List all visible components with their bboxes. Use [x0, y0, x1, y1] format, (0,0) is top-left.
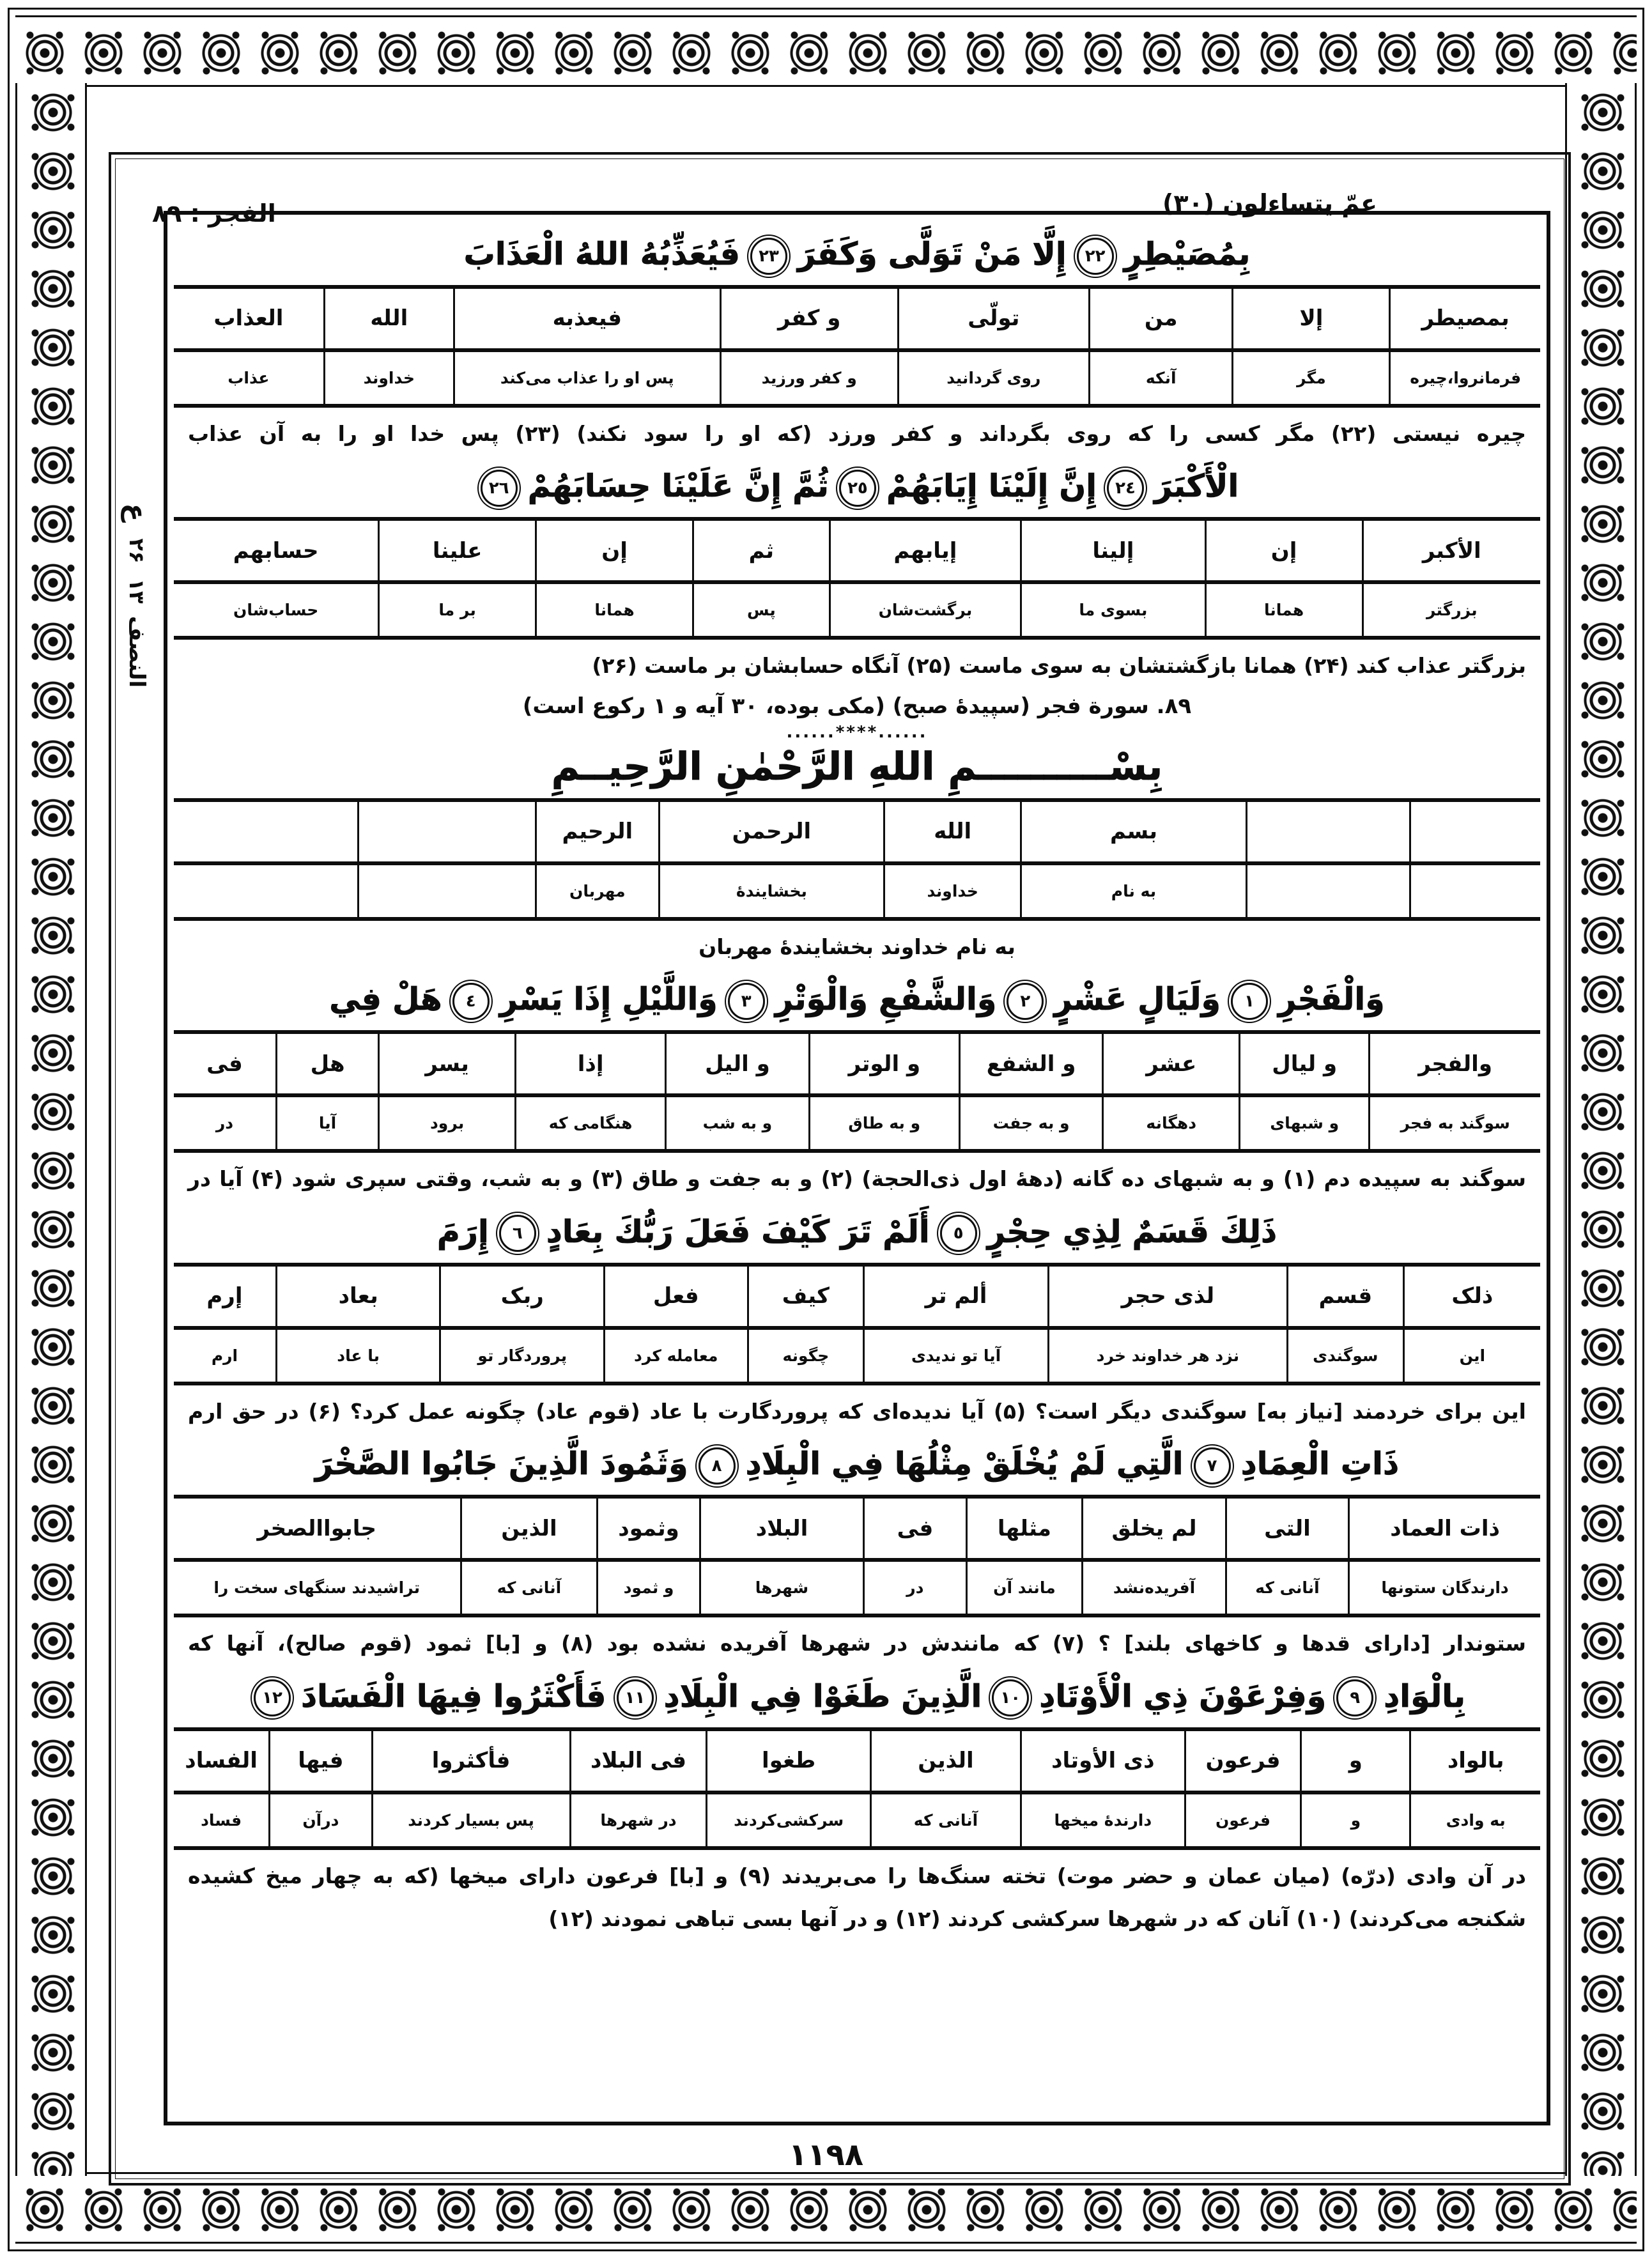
surah-page-header: الفجر : ٨٩	[152, 199, 276, 227]
arabic-word-cell: فى	[174, 1034, 276, 1095]
verse-fajr-7-8	[180, 1440, 1534, 1488]
arabic-word-cell: الأكبر	[1363, 521, 1540, 582]
section-separator: ......****......	[786, 722, 928, 742]
arabic-word-cell: و الوتر	[809, 1034, 959, 1095]
arabic-word-cell: من	[1089, 289, 1232, 350]
arabic-word-row	[174, 802, 1540, 863]
persian-word-row	[174, 1328, 1540, 1382]
words-ghashiyah-22-24	[174, 285, 1540, 408]
arabic-word-cell: و اليل	[666, 1034, 809, 1095]
words-fajr-5-6-table	[174, 1267, 1540, 1382]
words-fajr-1-4-body	[174, 1034, 1540, 1149]
ayah-number-medallion: ٩	[1336, 1679, 1373, 1716]
arabic-word-cell: طغوا	[707, 1731, 871, 1793]
verse-text: وَالْفَجْرِ	[1278, 981, 1385, 1018]
persian-word-cell: آنانی که	[461, 1560, 598, 1614]
persian-word-cell: آنانی که	[1226, 1560, 1348, 1614]
ayah-number-medallion: ٥	[940, 1215, 977, 1252]
persian-word-cell: برگشت‌شان	[830, 582, 1021, 636]
persian-word-cell: به نام	[1021, 863, 1247, 917]
arabic-word-cell: علينا	[379, 521, 536, 582]
arabic-word-cell: و ليال	[1240, 1034, 1370, 1095]
persian-word-cell	[359, 863, 536, 917]
persian-word-cell: هنگامی که	[516, 1095, 666, 1149]
words-ghashiyah-22-24-table	[174, 289, 1540, 404]
persian-word-cell: پس	[693, 582, 830, 636]
persian-word-row	[174, 863, 1540, 917]
persian-word-cell: و به طاق	[809, 1095, 959, 1149]
arabic-word-cell: الفساد	[174, 1731, 270, 1793]
verse-text: وَفِرْعَوْنَ ذِي الْأَوْتَادِ	[1039, 1677, 1327, 1715]
arabic-word-cell: الذین	[870, 1731, 1021, 1793]
verse-text: فَأَكْثَرُوا فِيهَا الْفَسَادَ	[300, 1677, 606, 1715]
persian-word-cell: فرعون	[1185, 1793, 1301, 1846]
arabic-word-cell: فيعذبه	[454, 289, 720, 350]
persian-word-cell: خداوند	[324, 350, 454, 404]
verse-fajr-9-12	[180, 1672, 1534, 1721]
persian-word-cell: حساب‌شان	[174, 582, 379, 636]
verse-fajr-1-4	[180, 975, 1534, 1024]
arabic-word-cell: ربک	[440, 1267, 605, 1328]
persian-word-cell: به وادی	[1410, 1793, 1540, 1846]
arabic-word-cell: و كفر	[720, 289, 898, 350]
arabic-word-cell: ثم	[693, 521, 830, 582]
words-bismillah	[174, 798, 1540, 921]
arabic-word-cell: لم یخلق	[1083, 1499, 1226, 1560]
verse-text: الَّتِي لَمْ يُخْلَقْ مِثْلُهَا فِي الْبِلَادِ	[745, 1446, 1184, 1483]
words-bismillah-body	[174, 802, 1540, 917]
arabic-word-cell: ألم تر	[864, 1267, 1049, 1328]
margin-mark-ruku: ع	[121, 503, 153, 522]
arabic-word-cell: تولّى	[898, 289, 1089, 350]
verse-text: بِالْوَادِ	[1384, 1677, 1466, 1715]
persian-word-cell: مانند آن	[966, 1560, 1083, 1614]
arabic-word-cell: فی البلاد	[570, 1731, 707, 1793]
persian-word-cell: در	[174, 1095, 276, 1149]
persian-word-cell: و به شب	[666, 1095, 809, 1149]
arabic-word-cell: إلينا	[1021, 521, 1206, 582]
persian-word-cell: نزد هر خداوند خرد	[1048, 1328, 1287, 1382]
persian-word-cell: سوگند به فجر	[1370, 1095, 1540, 1149]
persian-word-cell: و	[1301, 1793, 1410, 1846]
verse-text: ذَاتِ الْعِمَادِ	[1240, 1446, 1400, 1483]
verse-text: الَّذِينَ طَغَوْا فِي الْبِلَادِ	[663, 1677, 982, 1715]
persian-word-cell: مگر	[1233, 350, 1390, 404]
ayah-number-medallion: ١	[1231, 983, 1268, 1020]
fa-ghashiyah-24-26: بزرگتر عذاب کند (۲۴) همانا بازگشتشان به سوی ماست (۲۵) آنگاه حسابشان بر ماست (۲۶)	[592, 653, 1526, 679]
arabic-word-cell: العذاب	[174, 289, 324, 350]
arabic-word-row	[174, 1034, 1540, 1095]
arabic-word-cell: يسر	[379, 1034, 516, 1095]
arabic-word-cell: الله	[884, 802, 1021, 863]
content-box	[164, 211, 1550, 2125]
persian-word-cell: همانا	[536, 582, 693, 636]
arabic-word-cell: بالواد	[1410, 1731, 1540, 1793]
persian-word-cell: روی گردانید	[898, 350, 1089, 404]
persian-word-cell: در	[864, 1560, 966, 1614]
persian-word-cell: مهربان	[536, 863, 659, 917]
arabic-word-row	[174, 521, 1540, 582]
persian-word-cell: چگونه	[748, 1328, 864, 1382]
ayah-number-medallion: ١٢	[254, 1679, 291, 1716]
persian-word-cell: پروردگار تو	[440, 1328, 605, 1382]
fa-ghashiyah-22-23: چیره نیستی (۲۲) مگر کسی را که روی بگرداند و کفر ورزد (که او را سود نکند) (۲۳) پس خدا او را به آن عذاب	[188, 420, 1527, 446]
arabic-word-cell: إن	[1205, 521, 1363, 582]
verse-text: أَلَمْ تَرَ كَيْفَ فَعَلَ رَبُّكَ بِعَادٍ	[546, 1213, 930, 1250]
arabic-word-cell: وثمود	[598, 1499, 700, 1560]
arabic-word-row	[174, 1267, 1540, 1328]
persian-word-cell	[1246, 863, 1410, 917]
words-fajr-7-8-body	[174, 1499, 1540, 1614]
arabic-word-cell: فعل	[605, 1267, 748, 1328]
persian-word-cell: و به جفت	[959, 1095, 1102, 1149]
persian-word-cell: ارم	[174, 1328, 276, 1382]
ayah-number-medallion: ٨	[699, 1447, 736, 1484]
persian-word-cell: آیا تو ندیدی	[864, 1328, 1049, 1382]
arabic-word-cell: البلاد	[700, 1499, 864, 1560]
arabic-word-cell: ذی الأوتاد	[1021, 1731, 1185, 1793]
persian-word-cell: همانا	[1205, 582, 1363, 636]
persian-word-cell: با عاد	[276, 1328, 440, 1382]
arabic-word-cell: ذلک	[1403, 1267, 1540, 1328]
arabic-word-cell	[359, 802, 536, 863]
persian-word-cell: پس بسیار کردند	[372, 1793, 570, 1846]
persian-word-cell: شهرها	[700, 1560, 864, 1614]
fa-fajr-5-6: این برای خردمند [نیاز به] سوگندی دیگر است؟ (۵) آیا ندیده‌ای که پروردگارت با عاد (قوم عاد) چگونه عمل کرد؟ (۶) در حق ارم	[188, 1398, 1526, 1424]
words-ghashiyah-22-24-body	[174, 289, 1540, 404]
words-ghashiyah-24-26	[174, 517, 1540, 640]
fa-fajr-9-12-line2: شکنجه می‌کردند) (۱۰) آنان که در شهرها سرکشی کردند (۱۲) و در آنها بسی تباهی نمودند (۱۲)	[548, 1906, 1526, 1932]
page-number: ١١٩٨	[788, 2137, 864, 2173]
words-fajr-7-8	[174, 1495, 1540, 1617]
margin-mark-number-26: ۲۶	[125, 538, 149, 564]
ayah-number-medallion: ١١	[617, 1679, 654, 1716]
persian-word-cell: و ثمود	[598, 1560, 700, 1614]
arabic-word-cell: والفجر	[1370, 1034, 1540, 1095]
arabic-word-cell: إيابهم	[830, 521, 1021, 582]
persian-word-cell: درآن	[270, 1793, 372, 1846]
words-ghashiyah-24-26-body	[174, 521, 1540, 636]
words-ghashiyah-24-26-table	[174, 521, 1540, 636]
persian-word-cell: برود	[379, 1095, 516, 1149]
arabic-word-cell: الله	[324, 289, 454, 350]
persian-word-cell: سرکشی‌کردند	[707, 1793, 871, 1846]
persian-word-row	[174, 1793, 1540, 1846]
ornamental-border-right	[1565, 83, 1637, 2176]
persian-word-cell: و کفر ورزید	[720, 350, 898, 404]
verse-text: وَاللَّيْلِ إِذَا يَسْرِ	[499, 981, 718, 1018]
surah-title: ٨٩. سورة فجر (سپیدهٔ صبح) (مکی بوده، ۳۰ آیه و ۱ رکوع است)	[522, 693, 1192, 719]
fa-bismillah: به نام خداوند بخشایندهٔ مهربان	[699, 934, 1015, 959]
arabic-word-cell: بسم	[1021, 802, 1247, 863]
persian-word-cell: فساد	[174, 1793, 270, 1846]
words-fajr-9-12-body	[174, 1731, 1540, 1846]
arabic-word-cell: مثلها	[966, 1499, 1083, 1560]
persian-word-cell: این	[1403, 1328, 1540, 1382]
persian-word-cell: دارندهٔ میخها	[1021, 1793, 1185, 1846]
arabic-word-row	[174, 289, 1540, 350]
verse-ghashiyah-24-26	[180, 462, 1534, 511]
words-fajr-5-6-body	[174, 1267, 1540, 1382]
ornamental-border-left	[15, 83, 87, 2176]
persian-word-cell: فرمانروا،چیره	[1390, 350, 1540, 404]
verse-fajr-5-6	[180, 1208, 1534, 1256]
arabic-word-cell: فرعون	[1185, 1731, 1301, 1793]
persian-word-cell: آفریده‌نشد	[1083, 1560, 1226, 1614]
persian-word-cell: تراشیدند سنگهای سخت را	[174, 1560, 461, 1614]
verse-text: إِرَمَ	[436, 1213, 489, 1250]
arabic-word-cell: حسابهم	[174, 521, 379, 582]
arabic-word-cell: التی	[1226, 1499, 1348, 1560]
persian-word-row	[174, 1095, 1540, 1149]
arabic-word-cell: جابواالصخر	[174, 1499, 461, 1560]
arabic-word-cell: عشر	[1103, 1034, 1240, 1095]
verse-text: الْأَكْبَرَ	[1154, 468, 1239, 505]
arabic-word-cell: و الشفع	[959, 1034, 1102, 1095]
fa-fajr-9-12-line1: در آن وادی (درّه) (میان عمان و حضر موت) تخته سنگ‌ها را می‌بریدند (۹) و [با] فرعون دارای میخها (که به چهار میخ کشیده	[188, 1863, 1526, 1888]
persian-word-cell: سوگندی	[1287, 1328, 1403, 1382]
persian-word-cell: دهگانه	[1103, 1095, 1240, 1149]
arabic-word-cell: الرحیم	[536, 802, 659, 863]
words-fajr-5-6	[174, 1263, 1540, 1385]
juz-header: عمّ يتساءلون (٣٠)	[1162, 189, 1377, 217]
arabic-word-cell: الرحمن	[659, 802, 884, 863]
fa-fajr-1-4: سوگند به سپیده دم (۱) و به شبهای ده گانه (دههٔ اول ذی‌الحجة) (۲) و به جفت و طاق (۳) و به شب، وقتی سپری شود (۴) آیا در	[188, 1166, 1526, 1192]
persian-word-row	[174, 1560, 1540, 1614]
arabic-word-cell: ذات العماد	[1349, 1499, 1540, 1560]
words-fajr-9-12	[174, 1727, 1540, 1850]
ayah-number-medallion: ٢٥	[839, 470, 876, 507]
verse-text: هَلْ فِي	[329, 981, 442, 1018]
verse-text: إِلَّا مَنْ تَوَلَّى وَكَفَرَ	[797, 236, 1067, 272]
arabic-word-cell: قسم	[1287, 1267, 1403, 1328]
ayah-number-medallion: ٤	[452, 983, 490, 1020]
verse-text: وَثَمُودَ الَّذِينَ جَابُوا الصَّخْرَ	[314, 1446, 688, 1483]
ayah-number-medallion: ٦	[499, 1215, 536, 1252]
arabic-word-cell: إرم	[174, 1267, 276, 1328]
words-fajr-1-4-table	[174, 1034, 1540, 1149]
verse-text: وَالشَّفْعِ وَالْوَتْرِ	[775, 981, 997, 1018]
persian-word-cell: آنکه	[1089, 350, 1232, 404]
persian-word-cell: معامله کرد	[605, 1328, 748, 1382]
persian-word-cell: و شبهای	[1240, 1095, 1370, 1149]
verse-ghashiyah-22-24	[180, 230, 1534, 279]
ayah-number-medallion: ١٠	[992, 1679, 1029, 1716]
margin-mark-nisf: النصف	[124, 615, 150, 688]
persian-word-cell: بزرگتر	[1363, 582, 1540, 636]
persian-word-cell	[174, 863, 359, 917]
ayah-number-medallion: ٣	[728, 983, 765, 1020]
persian-word-cell: آنانی که	[870, 1793, 1021, 1846]
persian-word-cell: عذاب	[174, 350, 324, 404]
ayah-number-medallion: ٢٢	[1077, 238, 1114, 275]
persian-word-cell: بسوی ما	[1021, 582, 1206, 636]
verse-text: وَلَيَالٍ عَشْرٍ	[1054, 981, 1221, 1018]
ayah-number-medallion: ٢	[1007, 983, 1044, 1020]
arabic-word-cell	[174, 802, 359, 863]
persian-word-cell: بخشایندهٔ	[659, 863, 884, 917]
ayah-number-medallion: ٧	[1194, 1447, 1231, 1484]
words-fajr-9-12-table	[174, 1731, 1540, 1846]
arabic-word-cell: فیها	[270, 1731, 372, 1793]
ayah-number-medallion: ٢٣	[750, 238, 787, 275]
persian-word-cell: آیا	[276, 1095, 378, 1149]
persian-word-cell: بر ما	[379, 582, 536, 636]
persian-word-cell: پس او را عذاب می‌کند	[454, 350, 720, 404]
verse-text: بِمُصَيْطِرٍ	[1123, 236, 1251, 272]
arabic-word-cell: إذا	[516, 1034, 666, 1095]
persian-word-cell: خداوند	[884, 863, 1021, 917]
margin-marks	[115, 492, 158, 690]
verse-text: ذَلِكَ قَسَمٌ لِذِي حِجْرٍ	[987, 1213, 1278, 1250]
bismillah-calligraphy: بِسْــــــــــمِ اللهِ الرَّحْمٰنِ الرَّحِيــمِ	[551, 744, 1163, 789]
arabic-word-cell: لذی حجر	[1048, 1267, 1287, 1328]
persian-word-row	[174, 582, 1540, 636]
verse-text: فَيُعَذِّبُهُ اللهُ الْعَذَابَ	[463, 236, 740, 272]
arabic-word-cell	[1410, 802, 1540, 863]
verse-text: ثُمَّ إِنَّ عَلَيْنَا حِسَابَهُمْ	[527, 468, 829, 505]
ayah-number-medallion: ٢٦	[481, 470, 518, 507]
arabic-word-cell: فأکثروا	[372, 1731, 570, 1793]
arabic-word-cell: هل	[276, 1034, 378, 1095]
words-fajr-7-8-table	[174, 1499, 1540, 1614]
words-bismillah-table	[174, 802, 1540, 917]
arabic-word-cell: فی	[864, 1499, 966, 1560]
arabic-word-row	[174, 1731, 1540, 1793]
persian-word-row	[174, 350, 1540, 404]
arabic-word-cell: إلا	[1233, 289, 1390, 350]
arabic-word-cell: و	[1301, 1731, 1410, 1793]
arabic-word-cell: بعاد	[276, 1267, 440, 1328]
persian-word-cell	[1410, 863, 1540, 917]
margin-mark-number-13: ۱۳	[125, 578, 149, 604]
verse-text: إِنَّ إِلَيْنَا إِيَابَهُمْ	[886, 468, 1097, 505]
persian-word-cell: در شهرها	[570, 1793, 707, 1846]
words-fajr-1-4	[174, 1030, 1540, 1153]
fa-fajr-7-8: ستوندار [دارای قدها و کاخهای بلند] ؟ (۷) که مانندش در شهرها آفریده نشده بود (۸) و [با] ثمود (قوم صالح)، آنها که	[188, 1631, 1526, 1656]
arabic-word-cell: کیف	[748, 1267, 864, 1328]
arabic-word-cell: إن	[536, 521, 693, 582]
arabic-word-cell	[1246, 802, 1410, 863]
ayah-number-medallion: ٢٤	[1107, 470, 1144, 507]
ornamental-border-top	[15, 15, 1637, 87]
persian-word-cell: دارندگان ستونها	[1349, 1560, 1540, 1614]
arabic-word-row	[174, 1499, 1540, 1560]
arabic-word-cell: الذین	[461, 1499, 598, 1560]
arabic-word-cell: بمصيطر	[1390, 289, 1540, 350]
